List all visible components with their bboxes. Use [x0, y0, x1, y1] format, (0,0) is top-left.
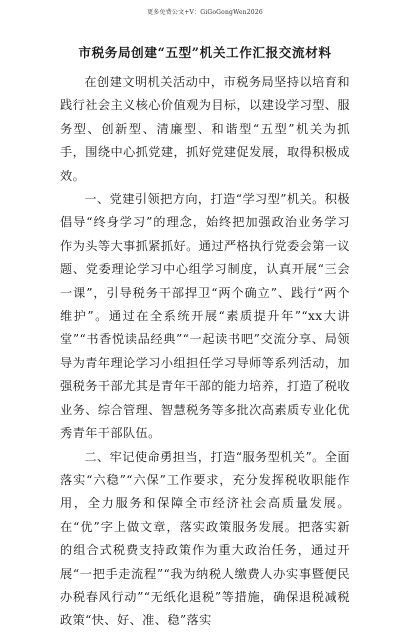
document-title: 市税务局创建“五型”机关工作汇报交流材料	[78, 45, 332, 60]
header-note: 更多免费公文+V：GiGoGongWen2026	[147, 9, 263, 16]
paragraph-intro: 在创建文明机关活动中，市税务局坚持以培育和践行社会主义核心价值观为目标，以建设学习型、服务型、创新型、清廉型、和谐型“五型”机关为抓手，围绕中心抓党建，抓好党建促发展，取得积极成效。	[60, 75, 350, 183]
paragraph-section-2: 二、牢记使命勇担当，打造“服务型机关”。全面落实“六稳”“六保”工作要求，充分发挥税收职能作用，全力服务和保障全市经济社会高质量发展。在“优”字上做文章，落实政策服务发展。把落实新的组合式税费支持政策作为重大政治任务，通过开展“一把手走流程”“我为纳税人缴费人办实事暨便民办税春风行动”“无纸化退税”等措施，确保退税减税政策“快、好、准、稳”落实	[60, 449, 350, 628]
paragraph-section-1: 一、党建引领把方向，打造“学习型”机关。积极倡导“终身学习”的理念，始终把加强政治业务学习作为头等大事抓紧抓好。通过严格执行党委会第一议题、党委理论学习中心组学习制度，认真开展“三会一课”，引导税务干部捍卫“两个确立”、践行“两个维护”。通过在全系统开展“素质提升年”“xx大讲堂”“书香悦读品经典”“一起读书吧”交流分享、局领导为青年理论学习小组担任学习导师等系列活动，加强税务干部尤其是青年干部的能力培养，打造了税收业务、综合管理、智慧税务等多批次高素质专业化优秀青年干部队伍。	[60, 192, 350, 441]
document-body	[60, 71, 350, 633]
